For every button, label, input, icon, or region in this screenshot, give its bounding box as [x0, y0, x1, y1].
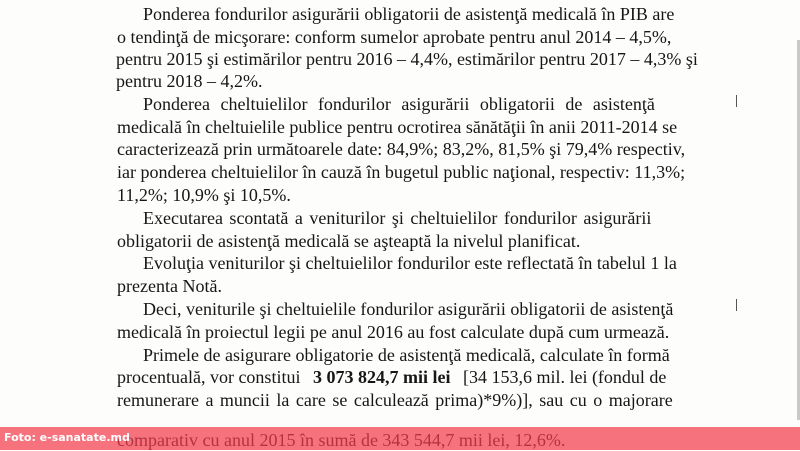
premium-amount: 3 073 824,7 mii lei — [312, 367, 451, 387]
text-line-2-content: o tendinţă de micşorare: conform sumelor aprobate pentru anul 2014 – 4,5%, — [117, 27, 672, 47]
text-line-6: medicală în cheltuielile publice pentru ocrotirea sănătăţii în anii 2011-2014 se — [117, 117, 678, 137]
text-line-18: remunerare a muncii la care se calculează prima)*9%)], sau cu o majorare — [117, 390, 673, 410]
text-line-17-start: procentuală, vor constitui — [117, 367, 301, 387]
text-line-1: Ponderea fondurilor asigurării obligatorii de asistenţă medicală în PIB are — [143, 4, 675, 24]
photo-credit: Foto: e-sanatate.md — [4, 431, 130, 444]
text-line-10: Executarea scontată a veniturilor şi cheltuielilor fondurilor asigurării — [143, 208, 652, 228]
text-line-4: pentru 2018 – 4,2%. — [116, 71, 263, 91]
text-line-9: 11,2%; 10,9% şi 10,5%. — [117, 185, 291, 205]
text-line-5: Ponderea cheltuielilor fondurilor asigurării obligatorii de asistenţă — [143, 94, 655, 114]
text-line-16: Primele de asigurare obligatorie de asistenţă medicală, calculate în formă — [143, 345, 670, 365]
text-line-13: prezenta Notă. — [117, 276, 222, 296]
text-line-8: iar ponderea cheltuielilor în cauză în bugetul public naţional, respectiv: 11,3%; — [117, 162, 686, 182]
text-line-14: Deci, veniturile şi cheltuielile fondurilor asigurării obligatorii de asistenţă — [143, 299, 674, 319]
text-line-2 — [117, 26, 767, 48]
text-line-12: Evoluţia veniturilor şi cheltuielilor fondurilor este reflectată în tabelul 1 la — [143, 253, 677, 273]
text-line-3: pentru 2015 şi estimărilor pentru 2016 – 4,4%, estimărilor pentru 2017 – 4,3% şi — [116, 49, 698, 69]
text-line-11: obligatorii de asistenţă medicală se aşteaptă la nivelul planificat. — [117, 231, 581, 251]
text-line-15: medicală în proiectul legii pe anul 2016 au fost calculate după cum urmează. — [117, 322, 670, 342]
text-line-17 — [117, 366, 666, 388]
text-line-7: caracterizează prin următoarele date: 84,9%; 83,2%, 81,5% şi 79,4% respectiv, — [117, 139, 686, 159]
text-line-19: comparativ cu anul 2015 în sumă de 343 544,7 mii lei, 12,6%. — [117, 430, 566, 450]
margin-mark-1 — [736, 95, 737, 107]
margin-mark-2 — [736, 299, 737, 311]
text-line-17-end: [34 153,6 mil. lei (fondul de — [462, 367, 667, 387]
